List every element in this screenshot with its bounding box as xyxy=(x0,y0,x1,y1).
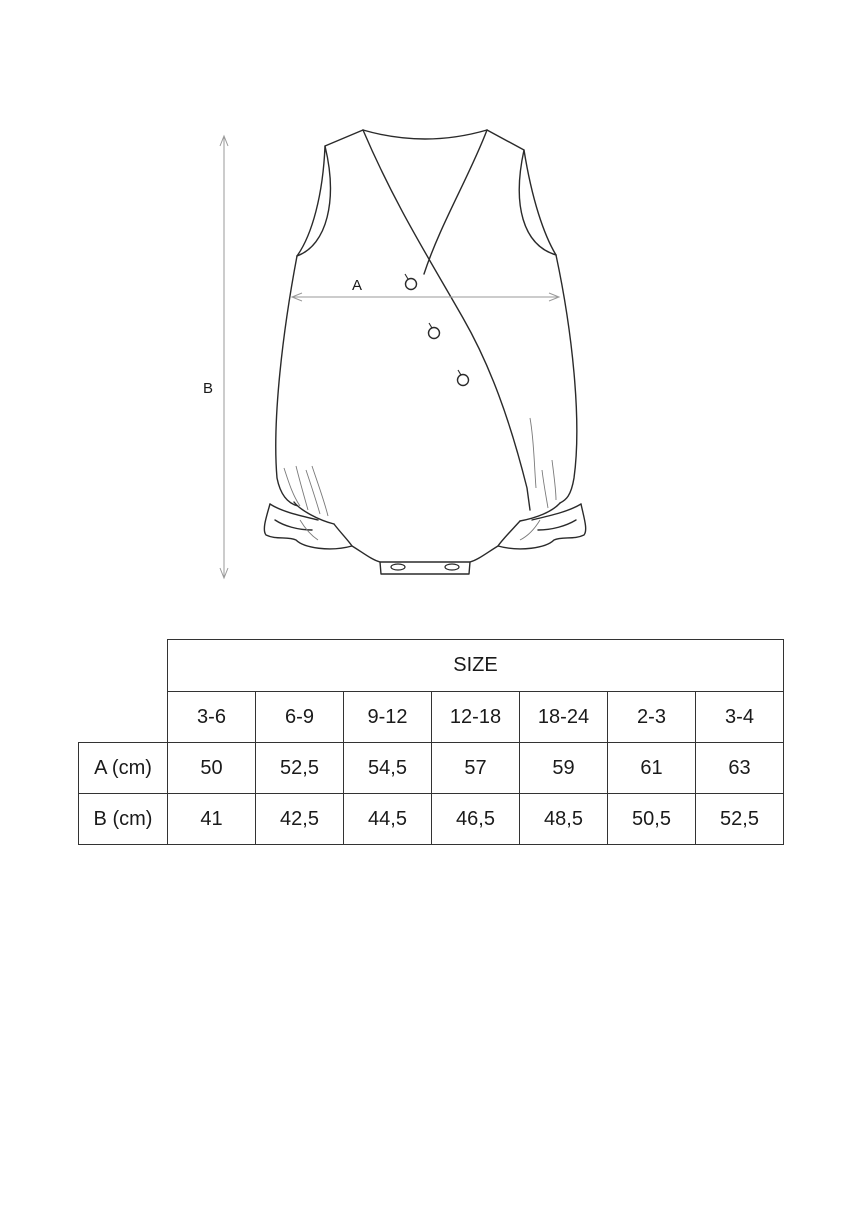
value-cell: 59 xyxy=(520,743,608,794)
value-cell: 46,5 xyxy=(432,794,520,845)
front-buttons xyxy=(406,279,469,386)
size-label-cell: 3-6 xyxy=(168,692,256,743)
value-cell: 63 xyxy=(696,743,784,794)
size-chart-table xyxy=(78,639,784,845)
size-label-cell: 12-18 xyxy=(432,692,520,743)
value-cell: 57 xyxy=(432,743,520,794)
snap-1 xyxy=(391,564,405,570)
table-corner-cell xyxy=(79,640,168,743)
crotch-snaps xyxy=(391,564,459,570)
dimension-line-a xyxy=(292,293,559,301)
size-label-cell: 2-3 xyxy=(608,692,696,743)
button-3 xyxy=(458,375,469,386)
table-row-a xyxy=(79,743,784,794)
value-cell: 52,5 xyxy=(696,794,784,845)
value-cell: 50 xyxy=(168,743,256,794)
value-cell: 52,5 xyxy=(256,743,344,794)
romper-outline xyxy=(264,130,585,574)
row-label-a: A (cm) xyxy=(79,743,168,794)
value-cell: 54,5 xyxy=(344,743,432,794)
size-label-cell: 18-24 xyxy=(520,692,608,743)
dimension-line-b xyxy=(220,136,228,578)
size-labels-row xyxy=(79,692,784,743)
value-cell: 44,5 xyxy=(344,794,432,845)
table-row-b xyxy=(79,794,784,845)
button-1 xyxy=(406,279,417,290)
row-label-b: B (cm) xyxy=(79,794,168,845)
dimension-label-b: B xyxy=(203,380,214,397)
size-label-cell: 6-9 xyxy=(256,692,344,743)
value-cell: 61 xyxy=(608,743,696,794)
size-header-row xyxy=(79,640,784,692)
value-cell: 41 xyxy=(168,794,256,845)
value-cell: 50,5 xyxy=(608,794,696,845)
size-label-cell: 3-4 xyxy=(696,692,784,743)
size-header-cell: SIZE xyxy=(168,640,784,692)
size-label-cell: 9-12 xyxy=(344,692,432,743)
snap-2 xyxy=(445,564,459,570)
value-cell: 48,5 xyxy=(520,794,608,845)
value-cell: 42,5 xyxy=(256,794,344,845)
dimension-label-a: A xyxy=(352,277,363,294)
button-2 xyxy=(429,328,440,339)
